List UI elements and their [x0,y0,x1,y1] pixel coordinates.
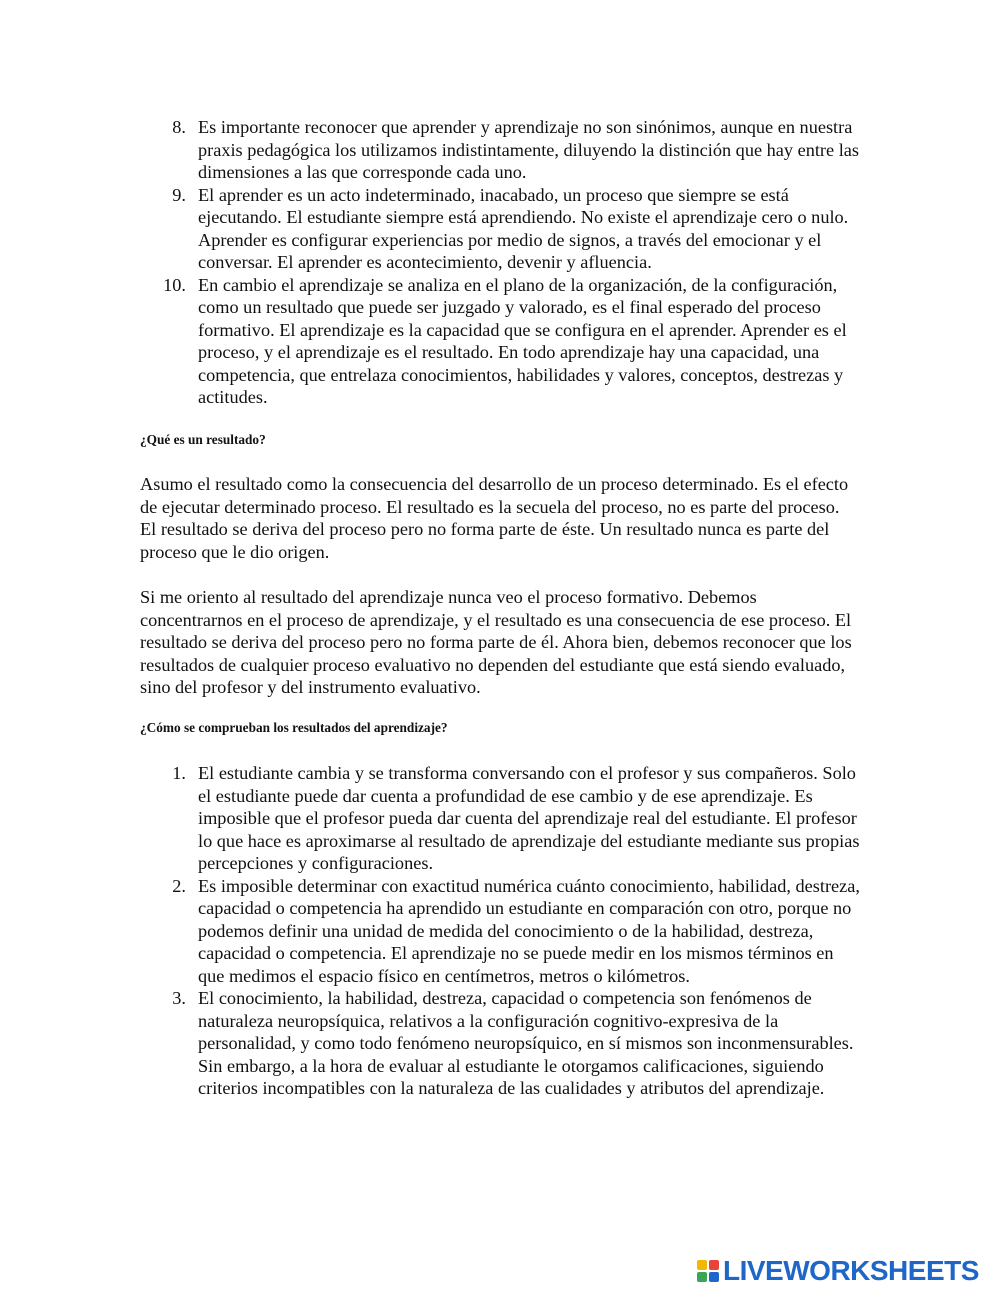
section-heading-resultado: ¿Qué es un resultado? [140,432,266,447]
list-item-number: 3. [172,988,186,1008]
list-item [140,116,860,184]
list-item-text: El estudiante cambia y se transforma conversando con el profesor y sus compañeros. Solo el estudiante puede dar cuenta a profundidad de ese cambio y de ese aprendizaje. Es imposible que el profesor pueda dar cuenta del aprendizaje real del estudiante. El profesor lo que hace es aproximarse al resultado de aprendizaje del estudiante mediante sus propias percepciones y configuraciones. [198,763,860,873]
list-item-number: 9. [172,184,186,205]
list-item-text: El aprender es un acto indeterminado, inacabado, un proceso que siempre se está ejecutando. El estudiante siempre está aprendiendo. No existe el aprendizaje cero o nulo. Aprender es configurar experiencias por medio de signos, a través del emocionar y el conversar. El aprender es acontecimiento, devenir y afluencia. [198,184,849,272]
liveworksheets-logo [697,1255,979,1286]
list-item-text: Es imposible determinar con exactitud numérica cuánto conocimiento, habilidad, destreza, capacidad o competencia ha aprendido un estudiante en comparación con otro, porque no podemos definir una unidad de medida del conocimiento o de la habilidad, destreza, capacidad o competencia. El aprendizaje no se puede medir en los mismos términos en que medimos el espacio físico en centímetros, metros o kilómetros. [198,875,860,986]
list-item-number: 2. [172,875,186,896]
list-item-text: Es importante reconocer que aprender y aprendizaje no son sinónimos, aunque en nuestra praxis pedagógica los utilizamos indistintamente, diluyendo la distinción que hay entre las dimensiones a las que corresponde cada uno. [198,117,860,182]
paragraph: Asumo el resultado como la consecuencia del desarrollo de un proceso determinado. Es el efecto de ejecutar determinado proceso. El resultado es la secuela del proceso, no es parte del proceso. El resultado se deriva del proceso pero no forma parte de éste. Un resultado nunca es parte del proceso que le dio origen. [140,474,849,562]
list-item [140,184,860,274]
numbered-list-bottom [140,762,860,1100]
list-item-number: 10. [163,274,186,295]
list-item [140,987,860,1100]
logo-mark-icon [697,1260,719,1282]
list-item [140,762,860,875]
list-item-number: 1. [172,763,186,783]
list-item [140,274,860,409]
list-item-number: 8. [172,117,186,137]
list-item-text: El conocimiento, la habilidad, destreza, capacidad o competencia son fenómenos de naturaleza neuropsíquica, relativos a la configuración cognitivo-expresiva de la personalidad, y como todo fenómeno neuropsíquico, en sí mismos son inconmensurables. Sin embargo, a la hora de evaluar al estudiante le otorgamos calificaciones, siguiendo criterios incompatibles con la naturaleza de las cualidades y atributos del aprendizaje. [198,988,854,1098]
paragraph: Si me oriento al resultado del aprendizaje nunca veo el proceso formativo. Debemos concentrarnos en el proceso de aprendizaje, y el resultado es una consecuencia de ese proceso. El resultado se deriva del proceso pero no forma parte de él. Ahora bien, debemos reconocer que los resultados de cualquier proceso evaluativo no dependen del estudiante que está siendo evaluado, sino del profesor y del instrumento evaluativo. [140,587,852,697]
list-item [140,875,860,988]
logo-text: LIVEWORKSHEETS [723,1255,979,1286]
section-heading-comprobacion: ¿Cómo se comprueban los resultados del aprendizaje? [140,720,448,735]
list-item-text: En cambio el aprendizaje se analiza en el plano de la organización, de la configuración, como un resultado que puede ser juzgado y valorado, es el final esperado del proceso formativo. El aprendizaje es la capacidad que se configura en el aprender. Aprender es el proceso, y el aprendizaje es el resultado. En todo aprendizaje hay una capacidad, una competencia, que entrelaza conocimientos, habilidades y valores, conceptos, destrezas y actitudes. [198,274,847,407]
numbered-list-top [140,116,860,409]
